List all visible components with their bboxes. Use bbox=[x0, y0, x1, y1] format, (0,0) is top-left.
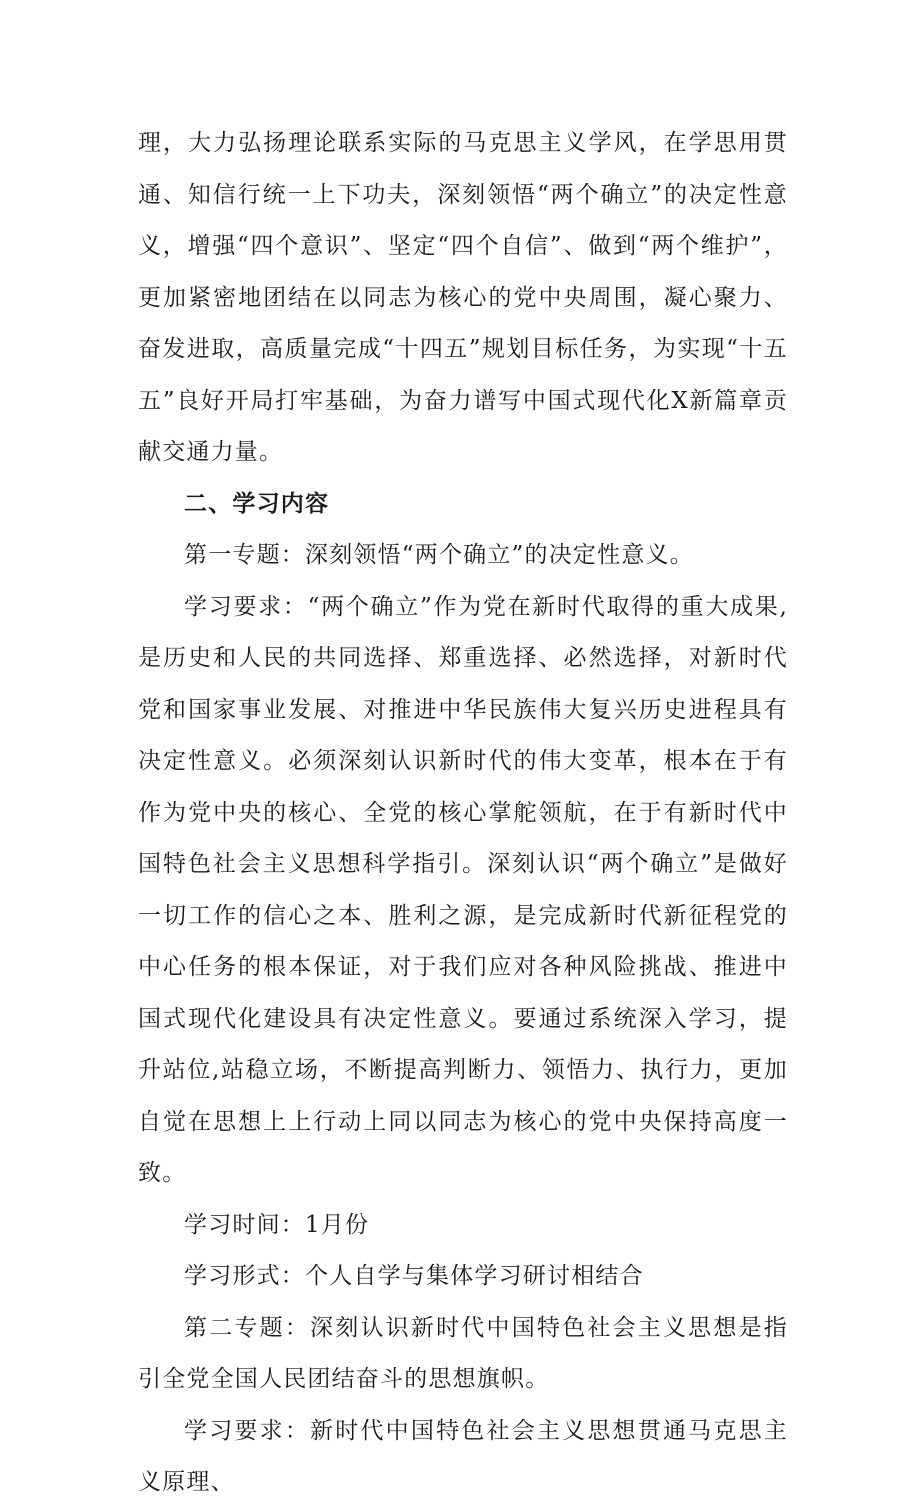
paragraph-topic-one-requirements: 学习要求：“两个确立”作为党在新时代取得的重大成果,是历史和人民的共同选择、郑重选择、必然选择，对新时代党和国家事业发展、对推进中华民族伟大复兴历史进程具有决定性意义。必须深刻认识新时代的伟大变革，根本在于有作为党中央的核心、全党的核心掌舵领航，在于有新时代中国特色社会主义思想科学指引。深刻认识“两个确立”是做好一切工作的信心之本、胜利之源，是完成新时代新征程党的中心任务的根本保证，对于我们应对各种风险挑战、推进中国式现代化建设具有决定性意义。要通过系统深入学习，提升站位,站稳立场，不断提高判断力、领悟力、执行力，更加自觉在思想上上行动上同以同志为核心的党中央保持高度一致。 bbox=[138, 593, 788, 1186]
paragraph-topic-one-time: 学习时间：1月份 bbox=[184, 1211, 370, 1238]
paragraph-intro-continuation: 理，大力弘扬理论联系实际的马克思主义学风，在学思用贯通、知信行统一上下功夫，深刻领悟“两个确立”的决定性意义，增强“四个意识”、坚定“四个自信”、做到“两个维护”，更加紧密地团结在以同志为核心的党中央周围，凝心聚力、奋发进取，高质量完成“十四五”规划目标任务，为实现“十五五”良好开局打牢基础，为奋力谱写中国式现代化X新篇章贡献交通力量。 bbox=[138, 130, 788, 465]
paragraph-topic-two-title: 第二专题：深刻认识新时代中国特色社会主义思想是指引全党全国人民团结奋斗的思想旗帜。 bbox=[138, 1314, 788, 1392]
paragraph-topic-two-requirements: 学习要求：新时代中国特色社会主义思想贯通马克思主义原理、 bbox=[138, 1417, 788, 1495]
paragraph-topic-one-title: 第一专题：深刻领悟“两个确立”的决定性意义。 bbox=[184, 542, 694, 568]
section-heading-study-content: 二、学习内容 bbox=[184, 490, 330, 517]
paragraph-topic-one-format: 学习形式：个人自学与集体学习研讨相结合 bbox=[184, 1263, 644, 1289]
document-body bbox=[138, 118, 788, 1509]
